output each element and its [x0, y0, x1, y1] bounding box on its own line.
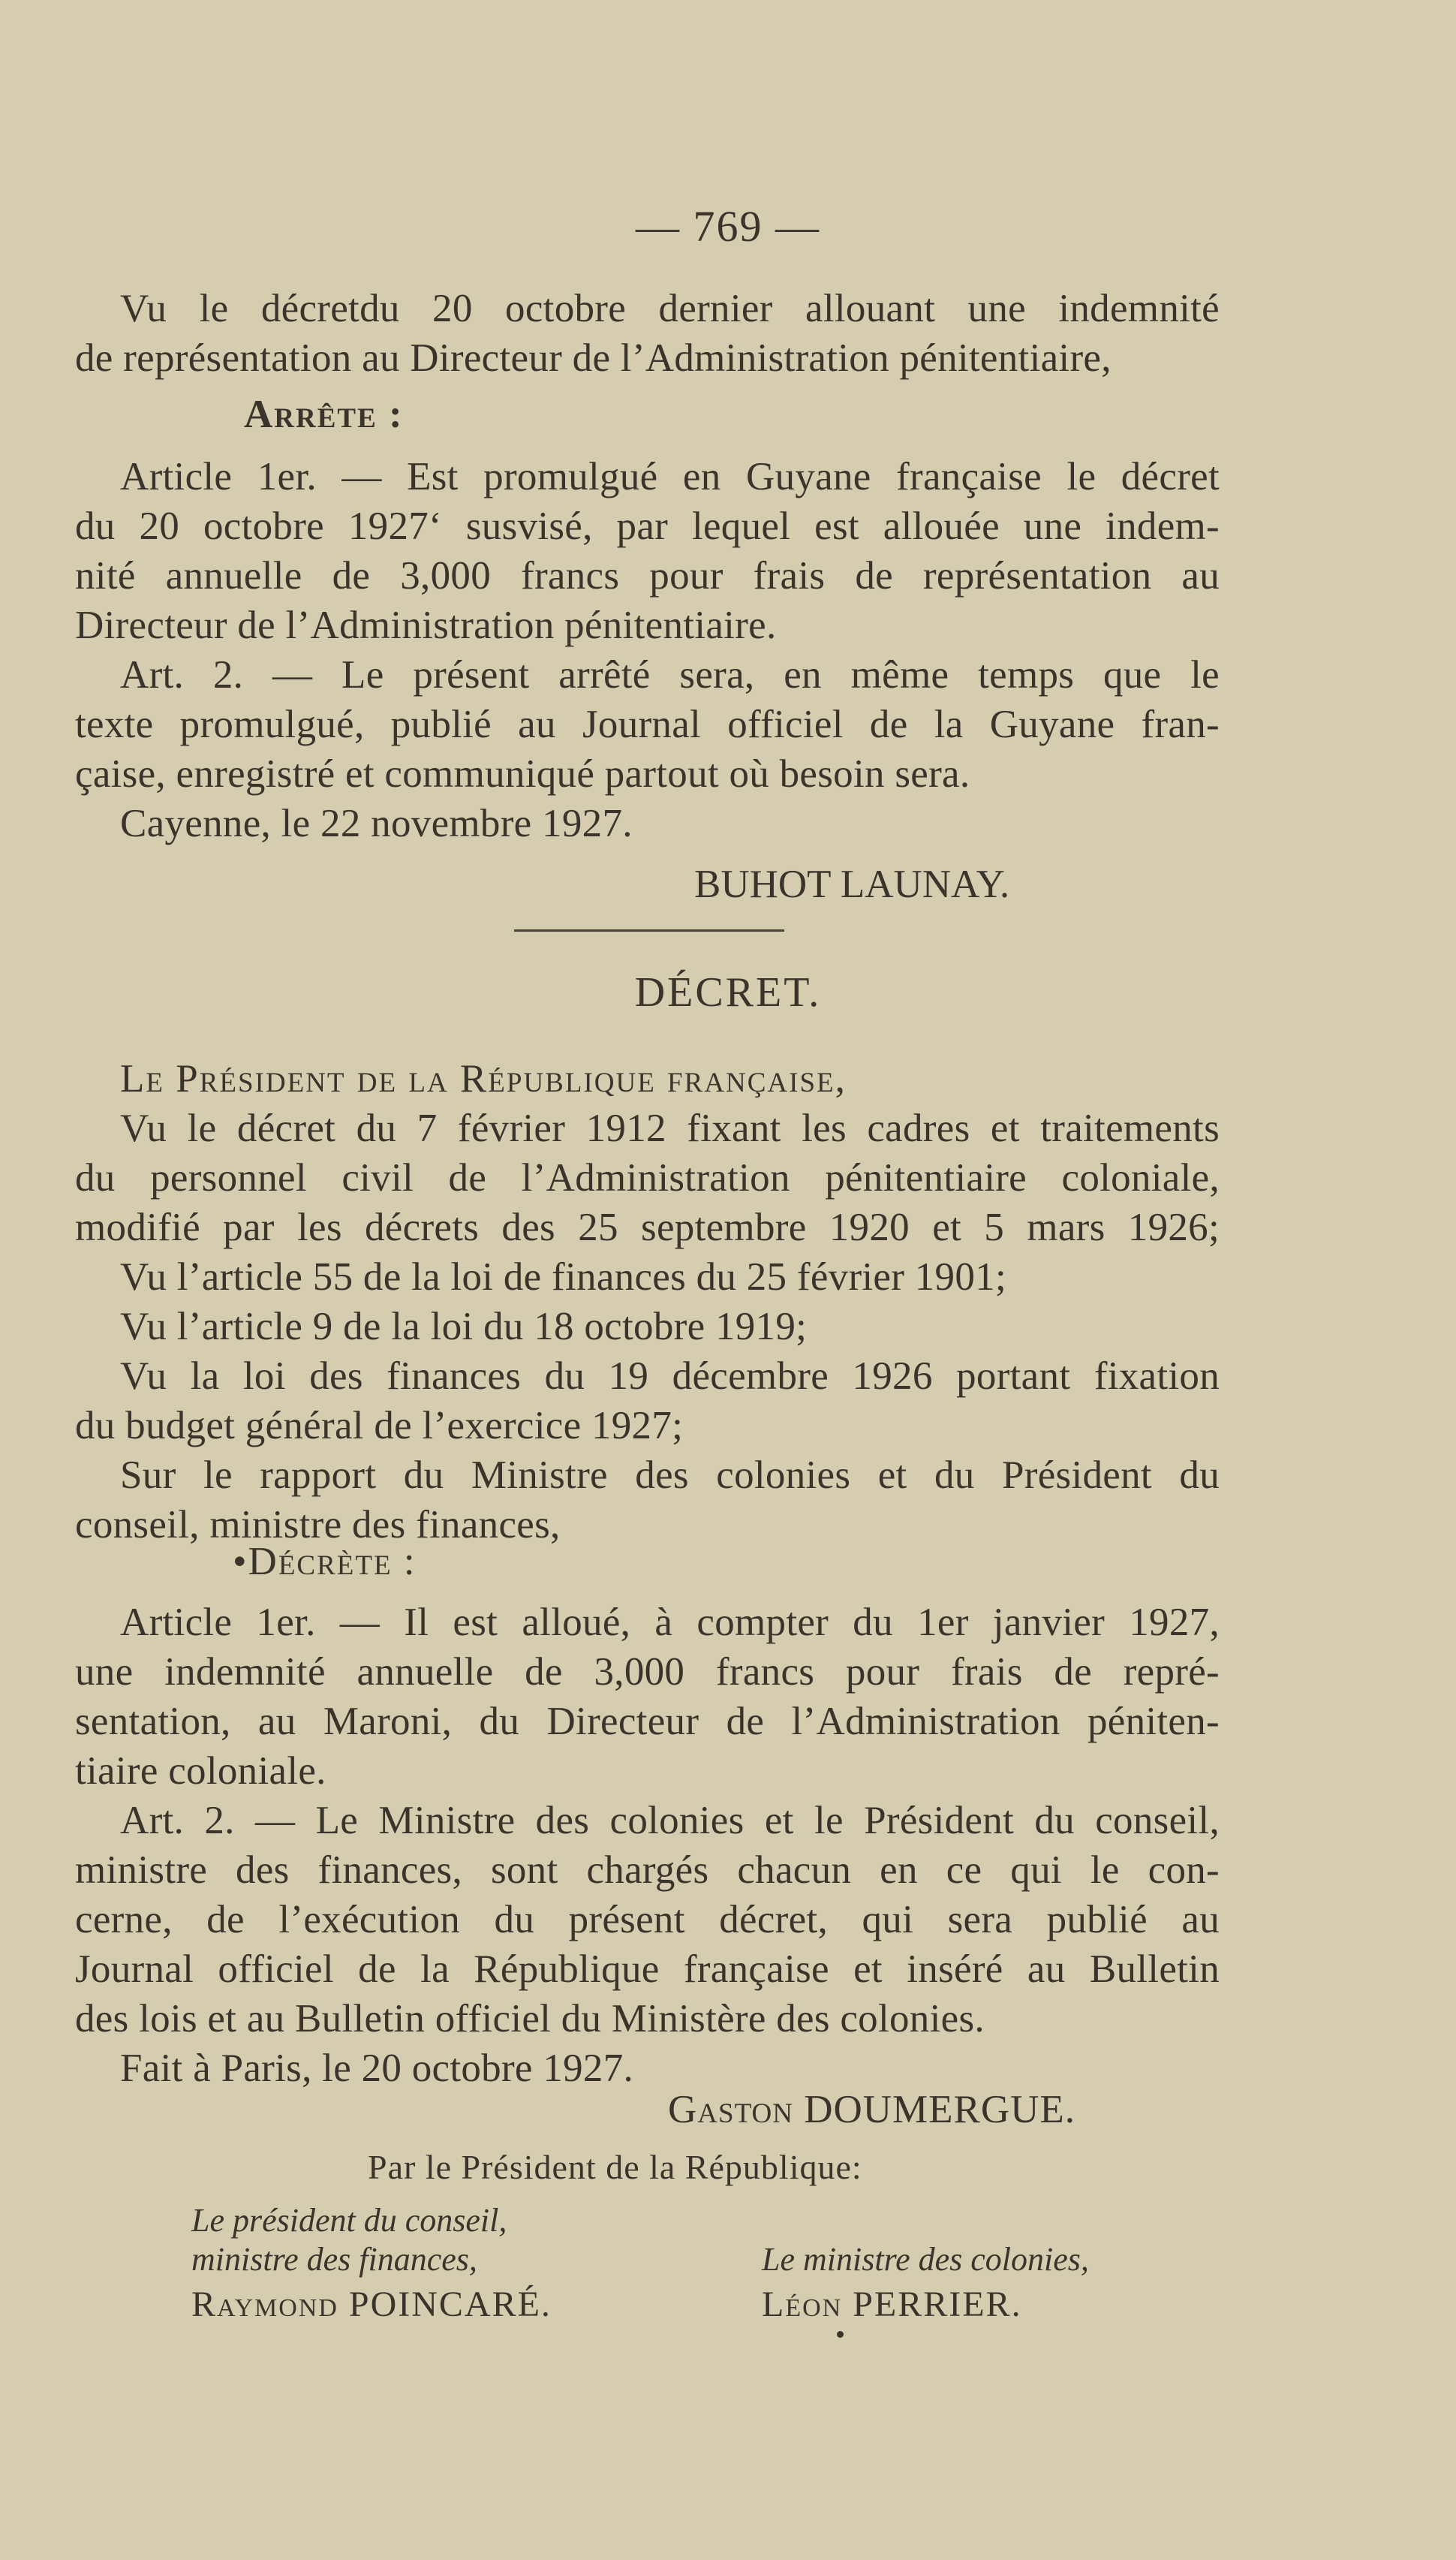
text-line: Vu la loi des finances du 19 décembre 1926 portant fixation — [120, 1354, 1220, 1398]
decrete-body — [75, 1598, 1220, 2093]
right-signatory — [762, 2240, 1089, 2324]
left-signatory-title: Le président du conseil, — [191, 2202, 507, 2239]
text-line: Article 1er. — Il est alloué, à compter du 1er janvier 1927, — [120, 1601, 1220, 1644]
text-line: du personnel civil de l’Administration pénitentiaire coloniale, — [75, 1156, 1220, 1200]
ink-spot — [837, 2331, 844, 2338]
text-line: Vu l’article 9 de la loi du 18 octobre 1919; — [120, 1305, 808, 1348]
signatory-name-perrier: Léon PERRIER. — [762, 2284, 1022, 2324]
text-line: Article 1er. — Est promulgué en Guyane française le décret — [120, 455, 1220, 498]
arrete-body — [75, 452, 1220, 848]
text-line: Journal officiel de la République française et inséré au Bulletin — [75, 1947, 1220, 1991]
text-line: tiaire coloniale. — [75, 1749, 326, 1793]
left-signatory-title: ministre des finances, — [191, 2241, 477, 2278]
preamble — [75, 284, 1220, 383]
signatory-name-poincare: Raymond POINCARÉ. — [191, 2284, 552, 2324]
decret-heading: DÉCRET. — [634, 969, 822, 1016]
text-line: Art. 2. — Le Ministre des colonies et le Président du conseil, — [120, 1799, 1220, 1842]
text-line: cerne, de l’exécution du présent décret, qui sera publié au — [75, 1898, 1220, 1941]
signature-buhot-launay: BUHOT LAUNAY. — [694, 863, 1010, 906]
text-line: sentation, au Maroni, du Directeur de l’Administration péniten- — [75, 1700, 1220, 1743]
text-line: Fait à Paris, le 20 octobre 1927. — [120, 2046, 634, 2090]
text-line: des lois et au Bulletin officiel du Ministère des colonies. — [75, 1997, 985, 2040]
countersign-intro: Par le Président de la République: — [368, 2148, 862, 2186]
arrete-heading: Arrête : — [244, 393, 404, 436]
text-line: texte promulgué, publié au Journal officiel de la Guyane fran- — [75, 703, 1220, 746]
text-line: Vu le décretdu 20 octobre dernier allouant une indemnité — [120, 287, 1220, 330]
text-line: Sur le rapport du Ministre des colonies et du Président du — [120, 1453, 1220, 1497]
section-divider — [514, 929, 784, 932]
page-number: — 769 — — [636, 202, 820, 251]
text-line: çaise, enregistré et communiqué partout où besoin sera. — [75, 752, 970, 796]
text-line: du budget général de l’exercice 1927; — [75, 1404, 684, 1447]
text-line: Le Président de la République française, — [120, 1057, 847, 1101]
text-line: Art. 2. — Le présent arrêté sera, en même temps que le — [120, 653, 1220, 697]
decrete-heading: •Décrète : — [233, 1540, 417, 1583]
signature-doumergue: Gaston DOUMERGUE. — [668, 2088, 1076, 2131]
decret-body — [75, 1054, 1220, 1550]
text-line: du 20 octobre 1927‘ susvisé, par lequel est allouée une indem- — [75, 504, 1220, 548]
left-signatory — [191, 2201, 552, 2324]
text-line: de représentation au Directeur de l’Administration pénitentiaire, — [75, 336, 1112, 380]
text-line: Cayenne, le 22 novembre 1927. — [120, 802, 633, 845]
text-line: ministre des finances, sont chargés chacun en ce qui le con- — [75, 1848, 1220, 1892]
text-line: modifié par les décrets des 25 septembre 1920 et 5 mars 1926; — [75, 1206, 1220, 1249]
right-signatory-title: Le ministre des colonies, — [762, 2241, 1089, 2278]
text-line: une indemnité annuelle de 3,000 francs pour frais de repré- — [75, 1650, 1220, 1694]
text-line: nité annuelle de 3,000 francs pour frais de représentation au — [75, 554, 1220, 598]
text-line: Vu le décret du 7 février 1912 fixant les cadres et traitements — [120, 1107, 1220, 1150]
text-line: Vu l’article 55 de la loi de finances du 25 février 1901; — [120, 1255, 1006, 1299]
text-line: Directeur de l’Administration pénitentiaire. — [75, 604, 777, 647]
text-line: conseil, ministre des finances, — [75, 1503, 561, 1547]
